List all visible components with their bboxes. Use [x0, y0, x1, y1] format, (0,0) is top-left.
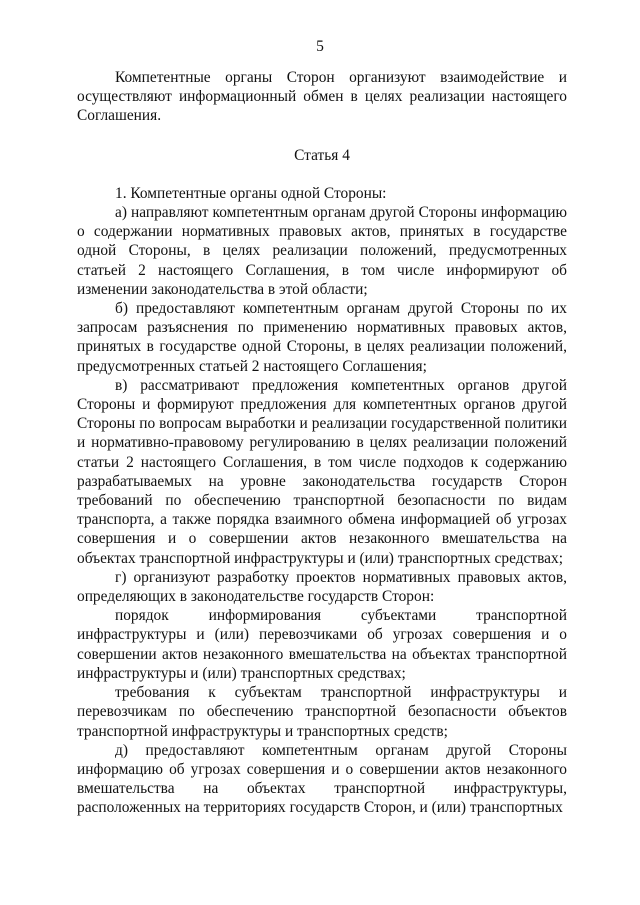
page-number: 5 [316, 38, 324, 55]
paragraph-item-g: г) организуют разработку проектов нормативных правовых актов, определяющих в законодательстве государств Сторон: [77, 568, 567, 606]
paragraph-cooperation: Компетентные органы Сторон организуют взаимодействие и осуществляют информационный обмен в целях реализации настоящего Соглашения. [77, 69, 567, 125]
paragraph-subitem-procedure: порядок информирования субъектами транспортной инфраструктуры и (или) перевозчиками об угрозах совершения и о совершении актов незаконного вмешательства на объектах транспортной инфраструктуры и (или) транспортных средствах; [77, 607, 567, 682]
paragraph-item-b: б) предоставляют компетентным органам другой Стороны по их запросам разъяснения по применению нормативных правовых актов, принятых в государстве одной Стороны, в целях реализации положений, предусмотренных статьей 2 настоящего Соглашения; [77, 300, 567, 375]
article-title: Статья 4 [294, 146, 350, 164]
paragraph-clause-1: 1. Компетентные органы одной Стороны: [115, 184, 387, 202]
paragraph-subitem-requirements: требования к субъектам транспортной инфраструктуры и перевозчикам по обеспечению транспортной безопасности объектов транспортной инфраструктуры и транспортных средств; [77, 684, 567, 740]
paragraph-item-d: д) предоставляют компетентным органам другой Стороны информацию об угрозах совершения и о совершении актов незаконного вмешательства на объектах транспортной инфраструктуры, расположенных на территориях государств Сторон, и (или) транспортных [77, 741, 567, 817]
document-body [77, 68, 567, 818]
paragraph-item-v: в) рассматривают предложения компетентных органов другой Стороны и формируют предложения для компетентных органов другой Стороны по вопросам выработки и реализации государственной политики и нормативно-правовому регулированию в целях реализации положений статьи 2 настоящего Соглашения, в том числе подходов к содержанию разрабатываемых на уровне законодательства государств Сторон требований по обеспечению транспортной безопасности по видам транспорта, а также порядка взаимного обмена информацией об угрозах совершения и о совершении актов незаконного вмешательства на объектах транспортной инфраструктуры и (или) транспортных средствах; [77, 376, 567, 567]
paragraph-item-a: а) направляют компетентным органам другой Стороны информацию о содержании нормативных правовых актов, принятых в государстве одной Стороны, в целях реализации положений, предусмотренных статьей 2 настоящего Соглашения, в том числе информируют об изменении законодательства в этой области; [77, 204, 567, 298]
